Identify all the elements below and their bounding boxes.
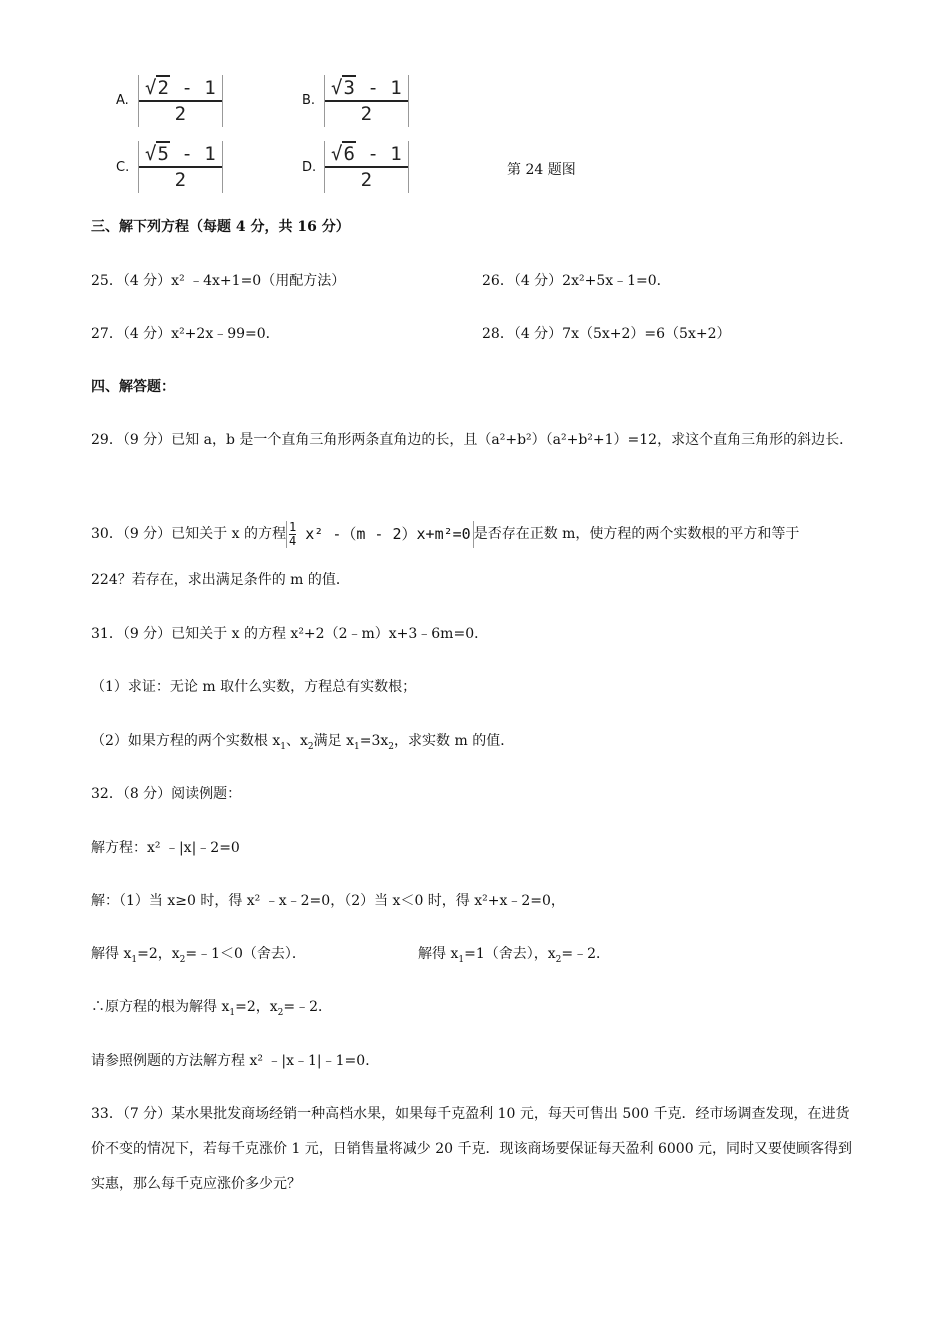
section-4-heading: 四、解答题： xyxy=(91,379,175,395)
option-a-fraction: $\frac{√2 - 1}{2}$ xyxy=(138,75,223,127)
option-b-label: B. xyxy=(302,93,316,108)
option-c-radicand: 5 xyxy=(157,143,169,165)
option-a-radicand: 2 xyxy=(157,77,169,99)
option-a-label: A. xyxy=(116,93,129,108)
question-30-prefix: 30．（9 分）已知关于 x 的方程 xyxy=(91,526,286,542)
option-b-radicand: 3 xyxy=(343,77,355,99)
conc-c: =﹣2． xyxy=(283,999,333,1015)
q31-2-sub: 2 xyxy=(307,741,314,752)
r1-a: 解得 x xyxy=(91,946,132,962)
question-27: 27．（4 分）x²+2x﹣99=0． xyxy=(91,326,280,342)
r2-sub: 2 xyxy=(555,954,562,965)
conc-sub: 1 xyxy=(229,1007,236,1018)
question-30-line-2: 224？若存在，求出满足条件的 m 的值． xyxy=(91,572,350,588)
conc-sub: 2 xyxy=(277,1007,284,1018)
r2-sub: 1 xyxy=(458,954,465,965)
section-3-heading: 三、解下列方程（每题 4 分，共 16 分） xyxy=(91,219,350,235)
eq-rest: x² -（m - 2）x+m²=0 xyxy=(305,524,471,543)
option-d-radicand: 6 xyxy=(343,143,355,165)
question-32-solution: 解：（1）当 x≥0 时，得 x² ﹣x﹣2=0，（2）当 x＜0 时，得 x²+x﹣2=0， xyxy=(91,893,565,909)
r2-c: =﹣2． xyxy=(561,946,611,962)
question-32-result-1 xyxy=(91,937,306,978)
question-29: 29．（9 分）已知 a，b 是一个直角三角形两条直角边的长，且（a²+b²）（a²+b²+1）=12，求这个直角三角形的斜边长． xyxy=(91,432,854,448)
option-b-fraction: $\frac{√3 - 1}{2}$ xyxy=(324,75,409,127)
option-d-denominator: 2 xyxy=(360,169,373,191)
q31-2-sub: 1 xyxy=(354,741,360,752)
question-30 xyxy=(91,517,862,552)
question-25: 25．（4 分）x² ﹣4x+1=0（用配方法） xyxy=(91,273,346,289)
question-32-result-2 xyxy=(418,937,610,978)
eq-frac-numerator: 1 xyxy=(288,519,297,534)
question-30-equation xyxy=(286,521,474,548)
q31-2-d: =3x xyxy=(359,733,389,749)
option-b-rest: - 1 xyxy=(367,77,402,99)
question-30-suffix: 是否存在正数 m，使方程的两个实数根的平方和等于 xyxy=(473,526,800,542)
question-28: 28．（4 分）7x（5x+2）=6（5x+2） xyxy=(482,326,731,342)
r1-sub: 1 xyxy=(131,954,138,965)
option-c-fraction: $\frac{√5 - 1}{2}$ xyxy=(138,141,223,193)
r1-sub: 2 xyxy=(179,954,186,965)
option-d-label: D. xyxy=(302,160,317,175)
question-31: 31．（9 分）已知关于 x 的方程 x²+2（2﹣m）x+3﹣6m=0． xyxy=(91,626,489,642)
r1-c: =﹣1＜0（舍去）． xyxy=(185,946,306,962)
conc-b: =2，x xyxy=(235,999,278,1015)
r2-a: 解得 x xyxy=(418,946,459,962)
q31-2-b: 、x xyxy=(286,733,308,749)
q31-2-c: 满足 x xyxy=(313,733,354,749)
question-26: 26．（4 分）2x²+5x﹣1=0． xyxy=(482,273,671,289)
option-a-rest: - 1 xyxy=(181,77,216,99)
option-b-denominator: 2 xyxy=(360,103,373,125)
q31-2-sub: 2 xyxy=(388,741,395,752)
question-32-conclusion xyxy=(91,990,862,1031)
conc-a: ∴原方程的根为解得 x xyxy=(91,999,230,1015)
r2-b: =1（舍去），x xyxy=(464,946,556,962)
option-d-fraction: $\frac{√6 - 1}{2}$ xyxy=(324,141,409,193)
question-33: 33．（7 分）某水果批发商场经销一种高档水果，如果每千克盈利 10 元，每天可售出 500 千克．经市场调查发现，在进货价不变的情况下，若每千克涨价 1 元，日销售量将减少 20 千克．现该商场要保证每天盈利 6000 元，同时又要使顾客得到实惠，那么每千克应涨价多少元？ xyxy=(91,1106,853,1192)
q31-2-a: （2）如果方程的两个实数根 x xyxy=(91,733,281,749)
option-c-rest: - 1 xyxy=(181,143,216,165)
option-c-denominator: 2 xyxy=(174,169,187,191)
q31-2-sub: 1 xyxy=(280,741,286,752)
eq-frac-denominator: 4 xyxy=(288,533,297,548)
question-32-task: 请参照例题的方法解方程 x² ﹣|x﹣1|﹣1=0． xyxy=(91,1053,380,1069)
figure-caption: 第 24 题图 xyxy=(507,162,576,178)
q31-2-e: ，求实数 m 的值． xyxy=(394,733,515,749)
option-d-rest: - 1 xyxy=(367,143,402,165)
r1-b: =2，x xyxy=(137,946,180,962)
question-31-part-2 xyxy=(91,724,862,765)
question-32: 32．（8 分）阅读例题： xyxy=(91,786,242,802)
option-c-label: C. xyxy=(116,160,130,175)
question-32-equation: 解方程：x² ﹣|x|﹣2=0 xyxy=(91,840,240,856)
option-a-denominator: 2 xyxy=(174,103,187,125)
question-31-part-1: （1）求证：无论 m 取什么实数，方程总有实数根； xyxy=(91,679,417,695)
